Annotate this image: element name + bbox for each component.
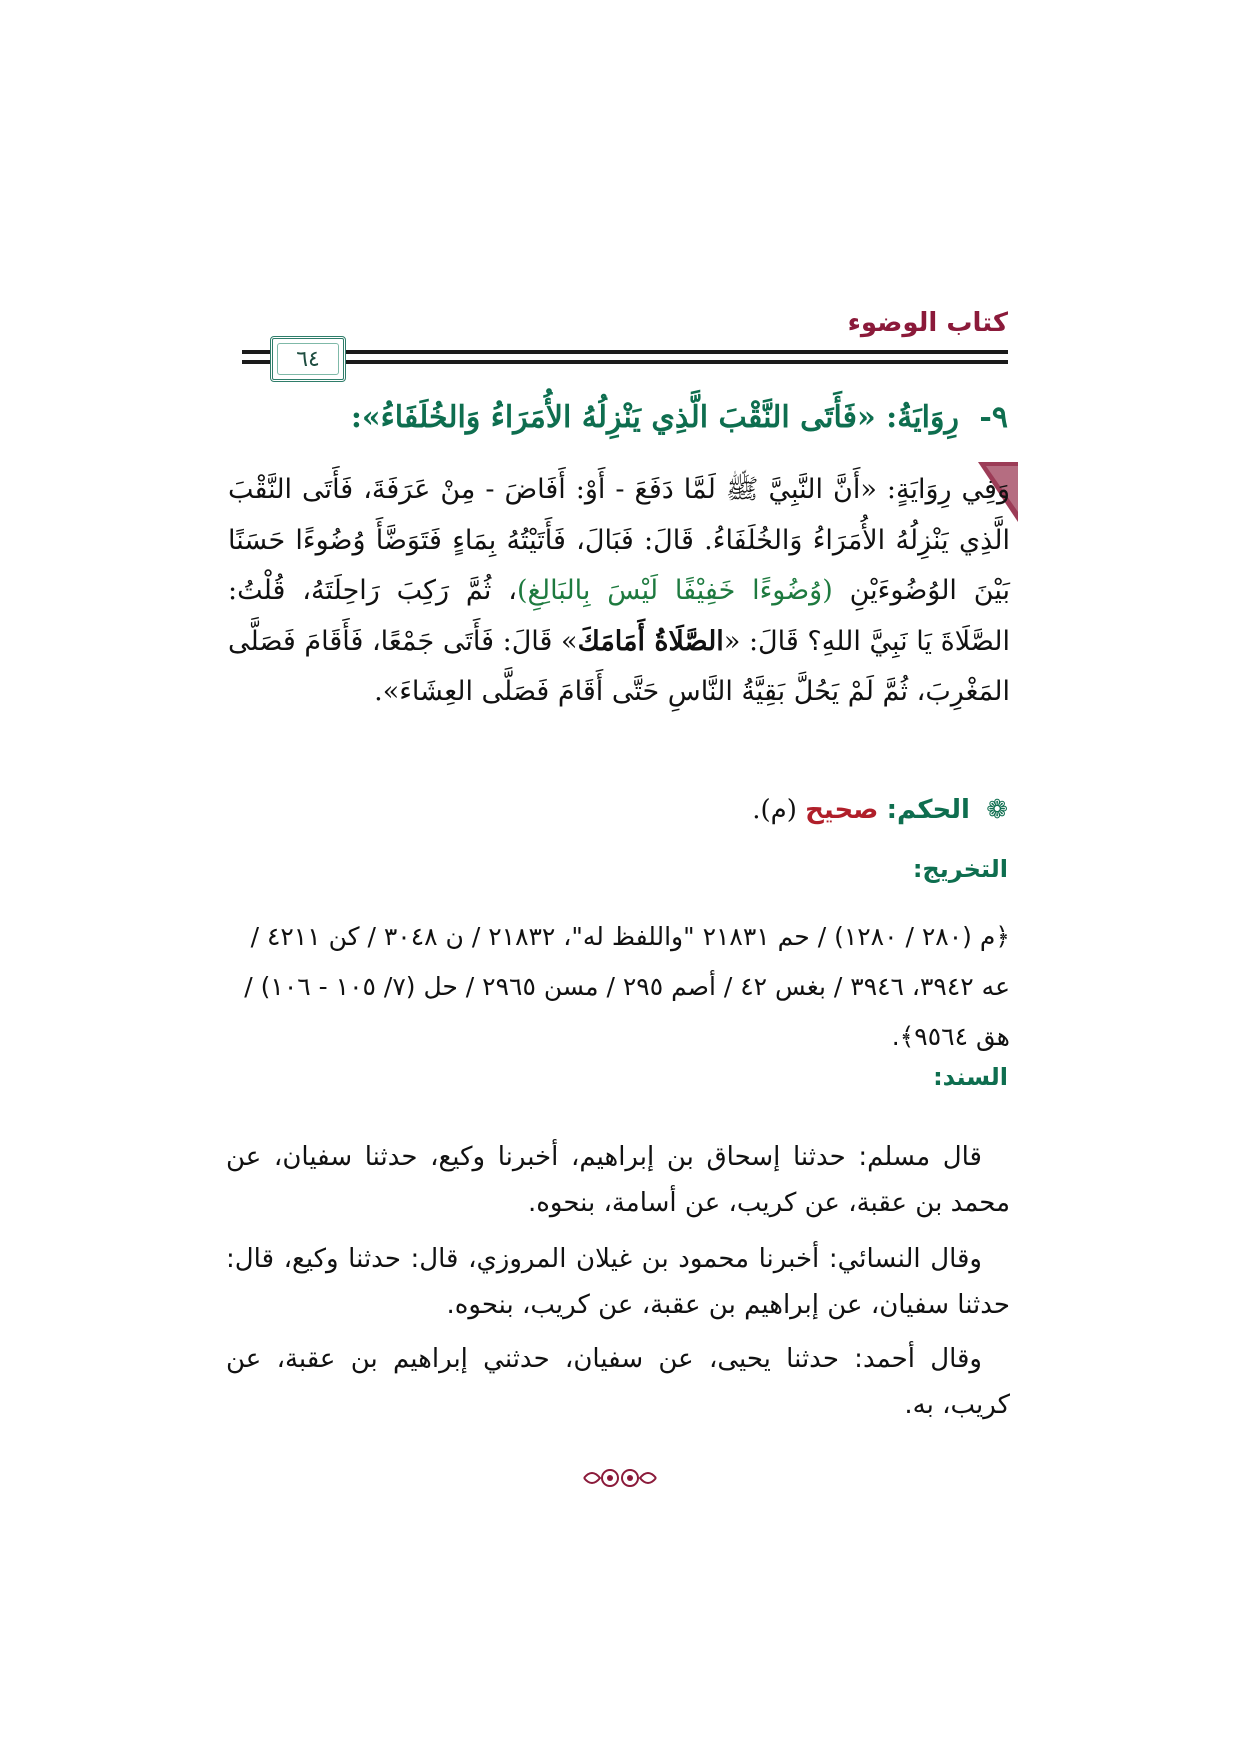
sanad-paragraph xyxy=(226,1134,1010,1226)
sanad-heading: السند: xyxy=(933,1063,1008,1091)
sanad-paragraph xyxy=(226,1236,1010,1328)
sanad-paragraph-text: قال مسلم: حدثنا إسحاق بن إبراهيم، أخبرنا وكيع، حدثنا سفيان، عن محمد بن عقبة، عن كريب، عن أسامة، بنحوه. xyxy=(226,1142,1010,1218)
book-title: كتاب الوضوء xyxy=(847,308,1008,338)
ruling-line xyxy=(752,795,1008,825)
hadith-key-phrase: الصَّلَاةُ أَمَامَكَ xyxy=(577,625,724,657)
ruling-suffix: (م). xyxy=(752,795,797,825)
section-heading xyxy=(232,400,1008,435)
page-number xyxy=(270,336,346,382)
takhrij-text: ﴿م (٢٨٠ / ١٢٨٠) / حم ٢١٨٣١ "واللفظ له"، ٢١٨٣٢ / ن ٣٠٤٨ / كن ٤٢١١ / عه ٣٩٤٢، ٣٩٤٦ / بغس ٤٢ / أصم ٢٩٥ / مسن ٢٩٦٥ / حل (٧/ ١٠٥ - ١٠٦) / هق ٩٥٦٤﴾. xyxy=(244,922,1010,1051)
page-number-text: ٦٤ xyxy=(296,346,320,372)
hadith-text-part: ، ثُمَّ رَكِبَ رَاحِلَتَهُ، قُلْتُ: الصَّلَاةَ يَا نَبِيَّ اللهِ؟ قَالَ: « xyxy=(228,575,1010,657)
header-rule xyxy=(242,350,1008,354)
ruling-label: الحكم: xyxy=(886,795,970,825)
hadith-text-part: وَفِي رِوَايَةٍ: «أَنَّ النَّبِيَّ ﷺ لَمَّا دَفَعَ - أَوْ: أَفَاضَ - مِنْ عَرَفَةَ، فَأَتَى النَّقْبَ الَّذِي يَنْزِلُهُ الأُمَرَاءُ وَالخُلَفَاءُ. قَالَ: فَبَالَ، فَأَتَيْتُهُ بِمَاءٍ فَتَوَضَّأَ وُضُوءًا حَسَنًا بَيْنَ الوُضُوءَيْنِ xyxy=(228,474,1010,606)
sanad-paragraph-text: وقال أحمد: حدثنا يحيى، عن سفيان، حدثني إبراهيم بن عقبة، عن كريب، به. xyxy=(226,1344,1010,1420)
hadith-variant-phrase: (وُضُوءًا خَفِيْفًا لَيْسَ بِالبَالِغِ) xyxy=(516,575,833,606)
ruling-value: صحيح xyxy=(805,795,879,825)
end-ornament-icon xyxy=(580,1463,660,1493)
sanad-paragraph xyxy=(226,1336,1010,1428)
flower-ornament-icon: ❁ xyxy=(986,795,1008,825)
hadith-text xyxy=(228,465,1010,718)
hadith-text-part: » قَالَ: فَأَتَى جَمْعًا، فَأَقَامَ فَصَلَّى المَغْرِبَ، ثُمَّ لَمْ يَحُلَّ بَقِيَّةُ النَّاسِ حَتَّى أَقَامَ فَصَلَّى العِشَاءَ». xyxy=(228,625,1010,707)
sanad-paragraph-text: وقال النسائي: أخبرنا محمود بن غيلان المروزي، قال: حدثنا وكيع، قال: حدثنا سفيان، عن إبراهيم بن عقبة، عن كريب، بنحوه. xyxy=(226,1244,1010,1320)
section-title: رِوَايَةُ: «فَأَتَى النَّقْبَ الَّذِي يَنْزِلُهُ الأُمَرَاءُ وَالخُلَفَاءُ»: xyxy=(350,400,959,435)
takhrij-heading: التخريج: xyxy=(912,855,1008,883)
header-rule xyxy=(242,360,1008,364)
page-header xyxy=(242,308,1008,388)
section-number: ٩- xyxy=(979,400,1008,435)
